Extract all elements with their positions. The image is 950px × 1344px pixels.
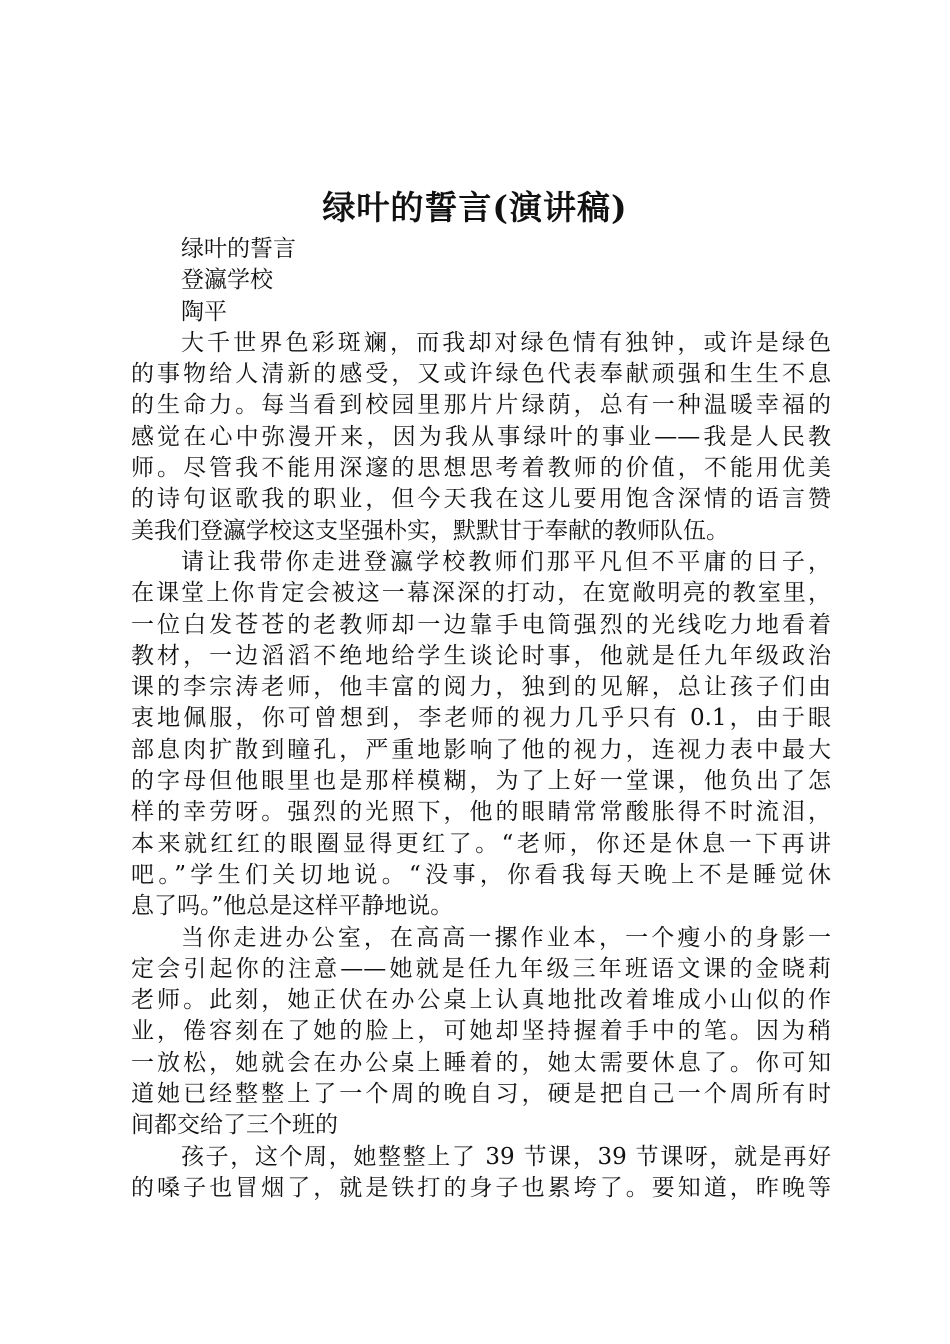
paragraph-line: 样的幸劳呀。强烈的光照下，他的眼睛常常酸胀得不时流泪， xyxy=(131,799,831,826)
school-name-line: 登瀛学校 xyxy=(181,267,273,294)
paragraph-line: 一位白发苍苍的老教师却一边靠手电筒强烈的光线吃力地看着 xyxy=(131,611,831,638)
paragraph-line: 感觉在心中弥漫开来，因为我从事绿叶的事业——我是人民教 xyxy=(131,423,831,450)
paragraph-line: 道她已经整整上了一个周的晚自习，硬是把自己一个周所有时 xyxy=(131,1081,831,1108)
paragraph-line: 业，倦容刻在了她的脸上，可她却坚持握着手中的笔。因为稍 xyxy=(131,1018,831,1045)
paragraph-line: 息了吗。”他总是这样平静地说。 xyxy=(131,893,454,920)
speech-title-line: 绿叶的誓言 xyxy=(181,236,296,262)
paragraph-line: 的字母但他眼里也是那样模糊，为了上好一堂课，他负出了怎 xyxy=(131,768,831,795)
paragraph-line: 间都交给了三个班的 xyxy=(131,1112,338,1139)
paragraph-line: 衷地佩服，你可曾想到，李老师的视力几乎只有 0.1，由于眼 xyxy=(131,705,831,732)
paragraph-line: 的诗句讴歌我的职业，但今天我在这儿要用饱含深情的语言赞 xyxy=(131,486,831,513)
paragraph-line: 老师。此刻，她正伏在办公桌上认真地批改着堆成小山似的作 xyxy=(131,987,831,1014)
paragraph-line: 孩子，这个周，她整整上了 39 节课，39 节课呀，就是再好 xyxy=(181,1143,831,1170)
paragraph-line: 请让我带你走进登瀛学校教师们那平凡但不平庸的日子， xyxy=(181,548,831,575)
paragraph-line: 一放松，她就会在办公桌上睡着的，她太需要休息了。你可知 xyxy=(131,1049,831,1076)
paragraph-line: 吧。”学生们关切地说。“没事，你看我每天晚上不是睡觉休 xyxy=(131,861,831,888)
paragraph-line: 本来就红红的眼圈显得更红了。“老师，你还是休息一下再讲 xyxy=(131,830,831,857)
paragraph-2 xyxy=(131,547,831,923)
author-line: 陶平 xyxy=(181,298,227,325)
paragraph-line: 大千世界色彩斑斓，而我却对绿色情有独钟，或许是绿色 xyxy=(181,329,831,356)
paragraph-line: 美我们登瀛学校这支坚强朴实，默默甘于奉献的教师队伍。 xyxy=(131,517,729,544)
paragraph-line: 定会引起你的注意——她就是任九年级三年班语文课的金晓莉 xyxy=(131,955,831,982)
paragraph-line: 部息肉扩散到瞳孔，严重地影响了他的视力，连视力表中最大 xyxy=(131,736,831,763)
paragraph-line: 当你走进办公室，在高高一摞作业本，一个瘦小的身影一 xyxy=(181,924,831,951)
paragraph-3 xyxy=(131,923,831,1142)
paragraph-line: 教材，一边滔滔不绝地给学生谈论时事，他就是任九年级政治 xyxy=(131,642,831,669)
paragraph-1 xyxy=(131,328,831,547)
document-body xyxy=(131,234,831,1204)
paragraph-line: 课的李宗涛老师，他丰富的阅力，独到的见解，总让孩子们由 xyxy=(131,674,831,701)
paragraph-line: 的生命力。每当看到校园里那片片绿荫，总有一种温暖幸福的 xyxy=(131,392,831,419)
paragraph-line: 师。尽管我不能用深邃的思想思考着教师的价值，不能用优美 xyxy=(131,455,831,482)
paragraph-line: 在课堂上你肯定会被这一幕深深的打动，在宽敞明亮的教室里， xyxy=(131,580,831,607)
paragraph-line: 的嗓子也冒烟了，就是铁打的身子也累垮了。要知道，昨晚等 xyxy=(131,1174,831,1201)
paragraph-line: 的事物给人清新的感受，又或许绿色代表奉献顽强和生生不息 xyxy=(131,361,831,388)
document-title: 绿叶的誓言(演讲稿) xyxy=(322,188,628,227)
paragraph-4 xyxy=(131,1142,831,1205)
